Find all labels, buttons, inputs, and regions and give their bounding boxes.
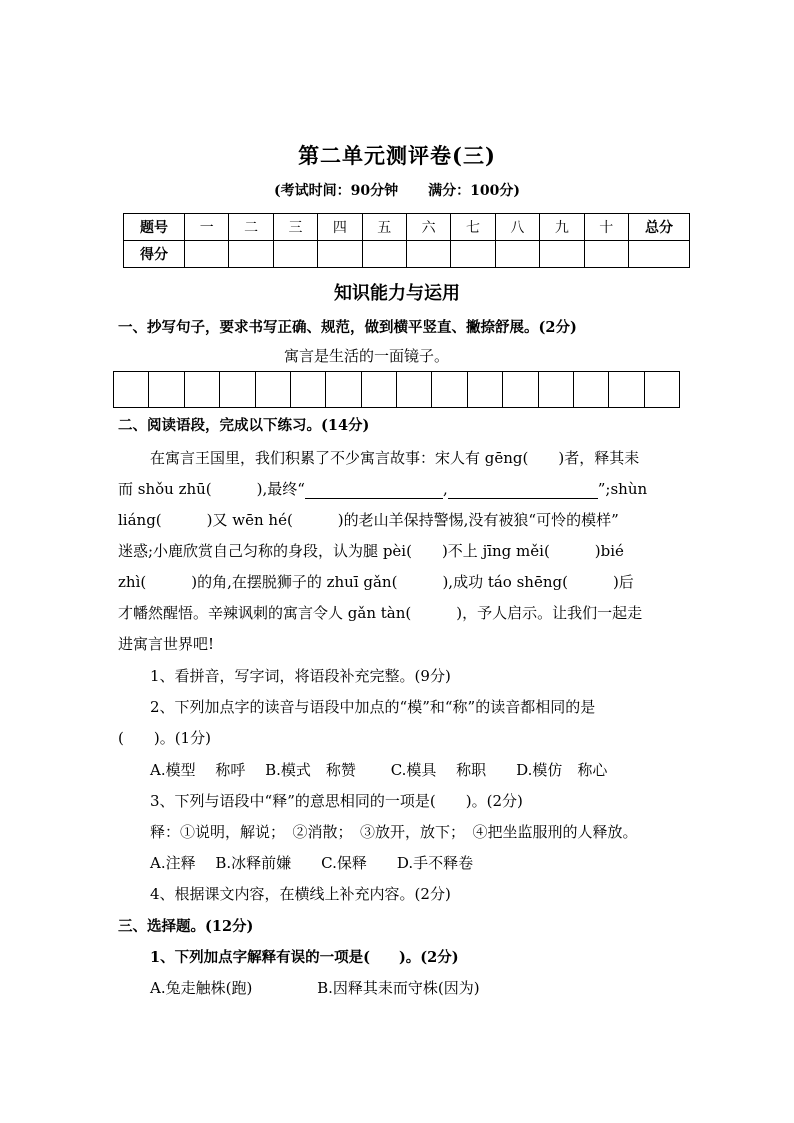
score-table-cell: 五 <box>362 214 406 241</box>
score-table-cell: 一 <box>185 214 229 241</box>
writing-cell[interactable] <box>539 372 574 407</box>
answer-blank-2[interactable] <box>448 480 598 499</box>
passage-line: 进寓言世界吧! <box>118 635 215 653</box>
q2-heading: 二、阅读语段，完成以下练习。(14分) <box>118 417 370 434</box>
writing-cell[interactable] <box>256 372 291 407</box>
score-table-cell: 六 <box>406 214 450 241</box>
writing-grid[interactable] <box>113 371 680 408</box>
writing-cell[interactable] <box>114 372 149 407</box>
q2-sub3-defs: 释：①说明，解说； ②消散； ③放开，放下； ④把坐监服刑的人释放。 <box>150 823 638 841</box>
section-title: 知识能力与运用 <box>334 283 460 304</box>
score-input-cell[interactable] <box>451 241 495 268</box>
writing-cell[interactable] <box>291 372 326 407</box>
score-input-cell[interactable] <box>273 241 317 268</box>
q2-sub4: 4、根据课文内容，在横线上补充内容。(2分) <box>150 885 451 903</box>
exam-time: (考试时间：90分钟 <box>274 183 399 199</box>
score-table-score-row <box>124 241 690 268</box>
score-input-cell[interactable] <box>495 241 539 268</box>
score-table-cell: 八 <box>495 214 539 241</box>
writing-cell[interactable] <box>645 372 679 407</box>
exam-info <box>0 180 794 200</box>
passage-comma: , <box>442 480 448 498</box>
score-input-cell[interactable] <box>406 241 450 268</box>
score-input-cell[interactable] <box>318 241 362 268</box>
score-table-cell: 四 <box>318 214 362 241</box>
score-input-cell[interactable] <box>229 241 273 268</box>
passage-line: 在寓言王国里，我们积累了不少寓言故事：宋人有 gēng( )者，释其耒 <box>150 449 640 467</box>
q2-sub1: 1、看拼音，写字词，将语段补充完整。(9分) <box>150 667 451 685</box>
writing-cell[interactable] <box>397 372 432 407</box>
score-input-cell[interactable] <box>362 241 406 268</box>
score-table-cell: 十 <box>584 214 628 241</box>
passage-line: 才幡然醒悟。辛辣讽刺的寓言令人 gǎn tàn( )，予人启示。让我们一起走 <box>118 604 643 622</box>
score-table-cell: 题号 <box>124 214 185 241</box>
score-table-cell: 七 <box>451 214 495 241</box>
q2-sub2-cont: ( )。(1分) <box>118 729 211 747</box>
score-table-cell: 九 <box>540 214 584 241</box>
score-table-cell: 三 <box>273 214 317 241</box>
score-table-cell: 二 <box>229 214 273 241</box>
score-table-header-row <box>124 214 690 241</box>
passage-line-end: ”;shùn <box>597 480 648 498</box>
writing-cell[interactable] <box>149 372 184 407</box>
passage-line: 而 shǒu zhū( ),最终“ <box>118 480 305 498</box>
writing-cell[interactable] <box>185 372 220 407</box>
writing-cell[interactable] <box>326 372 361 407</box>
score-input-cell[interactable] <box>540 241 584 268</box>
score-input-cell[interactable] <box>584 241 628 268</box>
answer-blank-1[interactable] <box>305 480 443 499</box>
writing-cell[interactable] <box>574 372 609 407</box>
q2-sub3: 3、下列与语段中“释”的意思相同的一项是( )。(2分) <box>150 792 523 810</box>
q2-sub2-options: A.模型 称呼 B.模式 称赞 C.模具 称职 D.模仿 称心 <box>150 761 608 779</box>
q1-heading: 一、抄写句子，要求书写正确、规范，做到横平竖直、撇捺舒展。(2分) <box>118 319 577 336</box>
q2-sub3-options: A.注释 B.冰释前嫌 C.保释 D.手不释卷 <box>150 854 474 872</box>
q3-sub1: 1、下列加点字解释有误的一项是( )。(2分) <box>150 949 459 966</box>
q2-sub2: 2、下列加点字的读音与语段中加点的“模”和“称”的读音都相同的是 <box>150 698 596 716</box>
passage-line: liáng( )又 wēn hé( )的老山羊保持警惕,没有被狼“可怜的模样” <box>118 511 619 529</box>
writing-cell[interactable] <box>220 372 255 407</box>
passage-line-blanks <box>118 478 647 499</box>
writing-cell[interactable] <box>609 372 644 407</box>
exam-full-score: 满分：100分) <box>428 183 520 199</box>
score-input-cell[interactable] <box>629 241 690 268</box>
score-table-cell: 总分 <box>629 214 690 241</box>
passage-line: zhì( )的角,在摆脱狮子的 zhuī gǎn( ),成功 táo shēng( )后 <box>118 573 634 591</box>
score-input-cell[interactable] <box>185 241 229 268</box>
q3-sub1-options: A.兔走触株(跑) B.因释其耒而守株(因为) <box>150 979 480 997</box>
writing-cell[interactable] <box>432 372 467 407</box>
page-title: 第二单元测评卷(三) <box>298 143 496 168</box>
score-row-label: 得分 <box>124 241 185 268</box>
writing-cell[interactable] <box>468 372 503 407</box>
writing-cell[interactable] <box>503 372 538 407</box>
q3-heading: 三、选择题。(12分) <box>118 918 254 935</box>
q1-sentence: 寓言是生活的一面镜子。 <box>284 347 450 365</box>
passage-line: 迷惑;小鹿欣赏自己匀称的身段，认为腿 pèi( )不上 jīng měi( )bié <box>118 542 624 560</box>
score-table <box>123 213 690 268</box>
writing-cell[interactable] <box>362 372 397 407</box>
